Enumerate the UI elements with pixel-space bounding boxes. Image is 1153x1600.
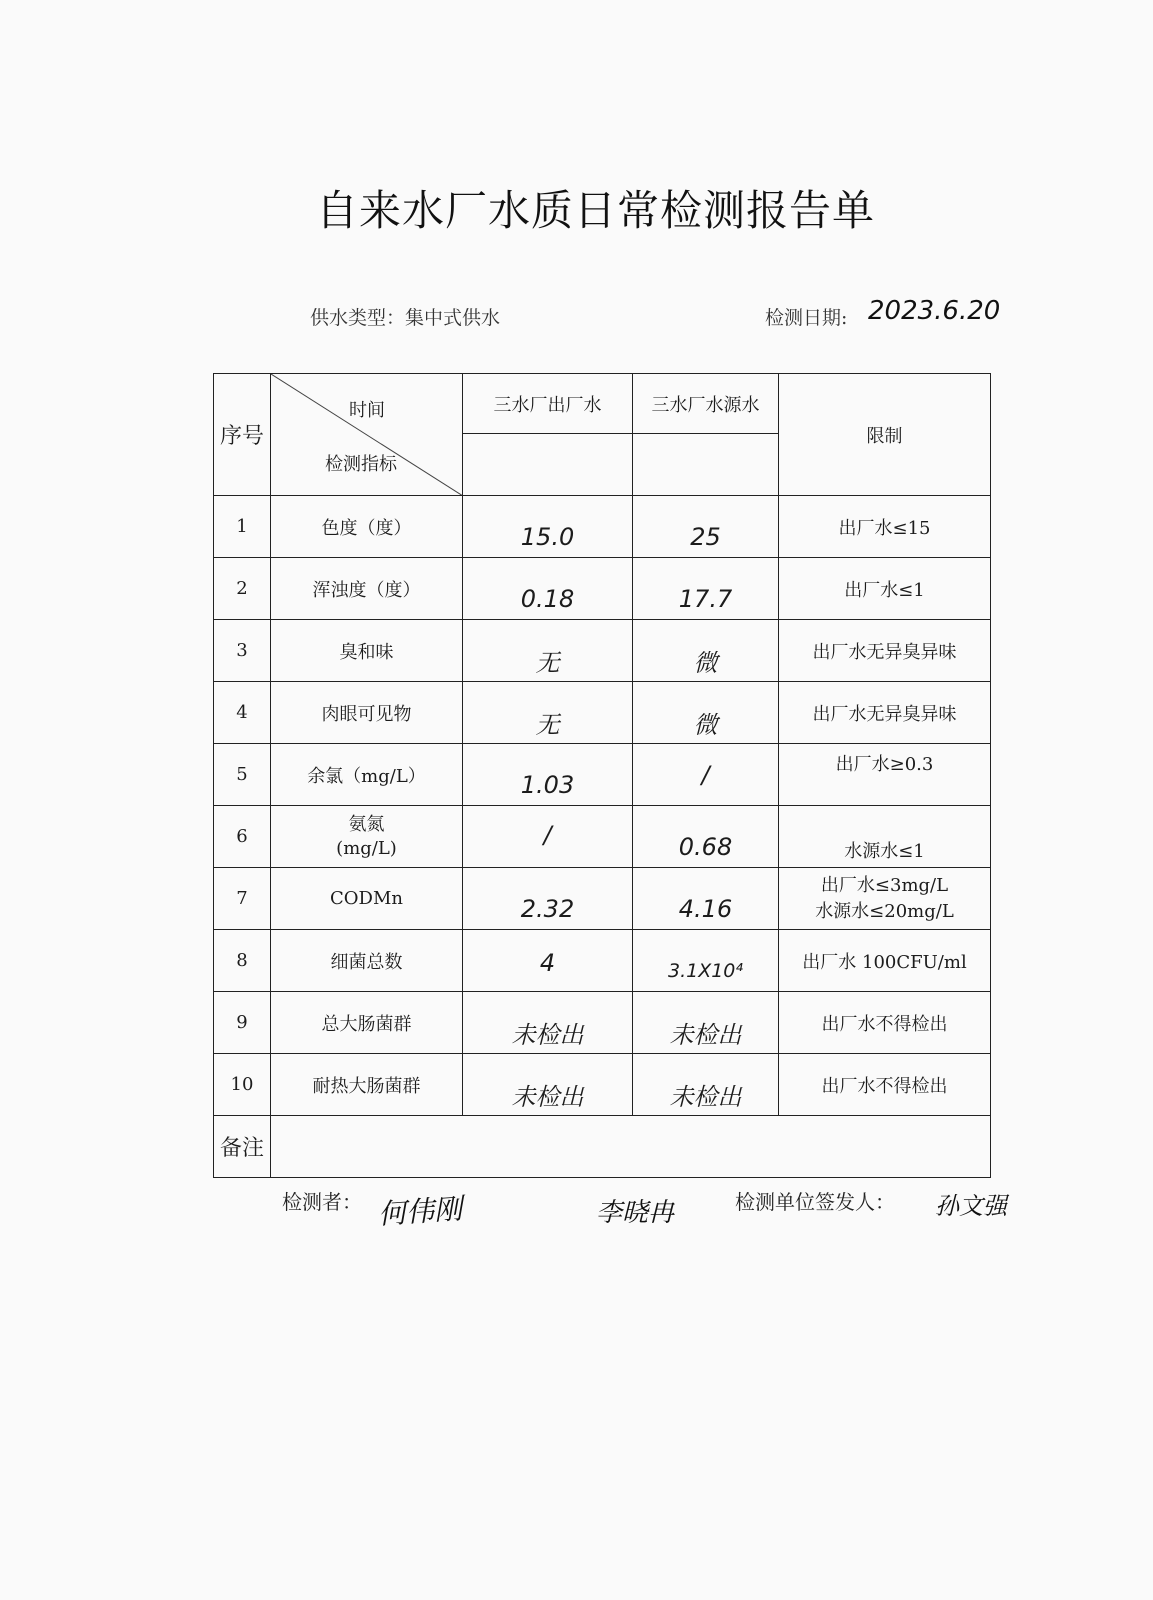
source-value-text: 未检出 <box>669 1021 742 1049</box>
table-row <box>214 992 991 1054</box>
row-limit: 出厂水 100CFU/ml <box>779 930 991 992</box>
outlet-value-text: / <box>543 820 552 849</box>
source-value-text: 3.1X10⁴ <box>667 959 744 982</box>
header-outlet-blank <box>463 434 633 496</box>
outlet-value-text: 无 <box>535 711 560 739</box>
row-outlet-value <box>463 744 633 806</box>
test-date-value: 2023.6.20 <box>868 296 1001 326</box>
row-source-value <box>633 620 779 682</box>
source-value-text: 4.16 <box>678 894 733 923</box>
row-source-value <box>633 806 779 868</box>
row-outlet-value <box>463 558 633 620</box>
header-limit: 限制 <box>779 374 991 496</box>
tester-label: 检测者： <box>282 1190 362 1214</box>
row-indicator: 细菌总数 <box>271 930 463 992</box>
row-outlet-value <box>463 868 633 930</box>
limit-line-1: 出厂水≤3mg/L <box>820 874 949 896</box>
row-seq: 8 <box>214 930 271 992</box>
table-row <box>214 1054 991 1116</box>
table-row <box>214 496 991 558</box>
indicator-line-2: (mg/L) <box>336 837 397 859</box>
row-seq: 1 <box>214 496 271 558</box>
row-seq: 10 <box>214 1054 271 1116</box>
table-row <box>214 868 991 930</box>
row-source-value <box>633 496 779 558</box>
source-value-text: / <box>701 760 710 789</box>
report-title: 自来水厂水质日常检测报告单 <box>316 186 876 235</box>
row-limit: 出厂水不得检出 <box>779 1054 991 1116</box>
row-limit: 出厂水无异臭异味 <box>779 620 991 682</box>
remarks-label: 备注 <box>214 1116 271 1178</box>
header-indicator: 检测指标 <box>325 454 397 475</box>
row-indicator: 浑浊度（度） <box>271 558 463 620</box>
issuer-signature: 孙文强 <box>935 1192 1007 1220</box>
diagonal-line <box>271 374 463 496</box>
outlet-value-text: 2.32 <box>520 894 575 923</box>
outlet-value-text: 4 <box>539 948 556 977</box>
limit-line-2: 水源水≤20mg/L <box>815 900 954 922</box>
indicator-line-1: 氨氮 <box>348 813 385 835</box>
source-value-text: 25 <box>690 522 721 551</box>
outlet-value-text: 无 <box>535 649 560 677</box>
row-indicator: 余氯（mg/L） <box>271 744 463 806</box>
remarks-row <box>214 1116 991 1178</box>
row-limit <box>779 868 991 930</box>
inspection-table <box>213 373 991 1178</box>
row-indicator: 臭和味 <box>271 620 463 682</box>
row-seq: 5 <box>214 744 271 806</box>
outlet-value-text: 0.18 <box>520 584 575 613</box>
row-limit: 水源水≤1 <box>779 806 991 868</box>
table-row <box>214 806 991 868</box>
table-row <box>214 620 991 682</box>
row-source-value <box>633 1054 779 1116</box>
row-limit: 出厂水≤15 <box>779 496 991 558</box>
row-source-value <box>633 930 779 992</box>
row-outlet-value <box>463 496 633 558</box>
table-row <box>214 930 991 992</box>
test-date-label: 检测日期: <box>765 307 848 329</box>
header-outlet-water: 三水厂出厂水 <box>463 374 633 434</box>
issuer-label: 检测单位签发人： <box>735 1190 895 1214</box>
row-outlet-value <box>463 1054 633 1116</box>
row-seq: 3 <box>214 620 271 682</box>
row-indicator: 耐热大肠菌群 <box>271 1054 463 1116</box>
row-seq: 9 <box>214 992 271 1054</box>
row-source-value <box>633 868 779 930</box>
header-source-water: 三水厂水源水 <box>633 374 779 434</box>
remarks-content <box>271 1116 991 1178</box>
row-limit: 出厂水≤1 <box>779 558 991 620</box>
row-indicator: CODMn <box>271 868 463 930</box>
source-value-text: 17.7 <box>678 584 733 613</box>
row-indicator: 总大肠菌群 <box>271 992 463 1054</box>
row-limit: 出厂水无异臭异味 <box>779 682 991 744</box>
row-outlet-value <box>463 930 633 992</box>
table-row <box>214 744 991 806</box>
row-source-value <box>633 992 779 1054</box>
supply-type-value: 集中式供水 <box>405 307 501 329</box>
outlet-value-text: 未检出 <box>511 1083 584 1111</box>
row-seq: 7 <box>214 868 271 930</box>
row-source-value <box>633 682 779 744</box>
row-limit: 出厂水不得检出 <box>779 992 991 1054</box>
row-indicator <box>271 806 463 868</box>
supply-type <box>310 303 500 330</box>
tester-signature-1: 何伟刚 <box>377 1192 464 1231</box>
header-time: 时间 <box>349 400 385 421</box>
row-source-value <box>633 744 779 806</box>
row-outlet-value <box>463 806 633 868</box>
header-source-blank <box>633 434 779 496</box>
source-value-text: 微 <box>693 711 718 739</box>
outlet-value-text: 未检出 <box>511 1021 584 1049</box>
table-row <box>214 682 991 744</box>
row-seq: 2 <box>214 558 271 620</box>
outlet-value-text: 15.0 <box>520 522 575 551</box>
row-seq: 4 <box>214 682 271 744</box>
row-source-value <box>633 558 779 620</box>
row-seq: 6 <box>214 806 271 868</box>
outlet-value-text: 1.03 <box>520 770 575 799</box>
row-indicator: 色度（度） <box>271 496 463 558</box>
tester-signature-2: 李晓冉 <box>596 1198 675 1228</box>
source-value-text: 0.68 <box>678 832 733 861</box>
row-outlet-value <box>463 682 633 744</box>
table-row <box>214 558 991 620</box>
row-outlet-value <box>463 992 633 1054</box>
row-indicator: 肉眼可见物 <box>271 682 463 744</box>
source-value-text: 微 <box>693 649 718 677</box>
row-outlet-value <box>463 620 633 682</box>
supply-type-label: 供水类型： <box>310 307 406 329</box>
header-diagonal-cell <box>271 374 463 496</box>
source-value-text: 未检出 <box>669 1083 742 1111</box>
header-seq: 序号 <box>214 374 271 496</box>
row-limit: 出厂水≥0.3 <box>779 744 991 806</box>
